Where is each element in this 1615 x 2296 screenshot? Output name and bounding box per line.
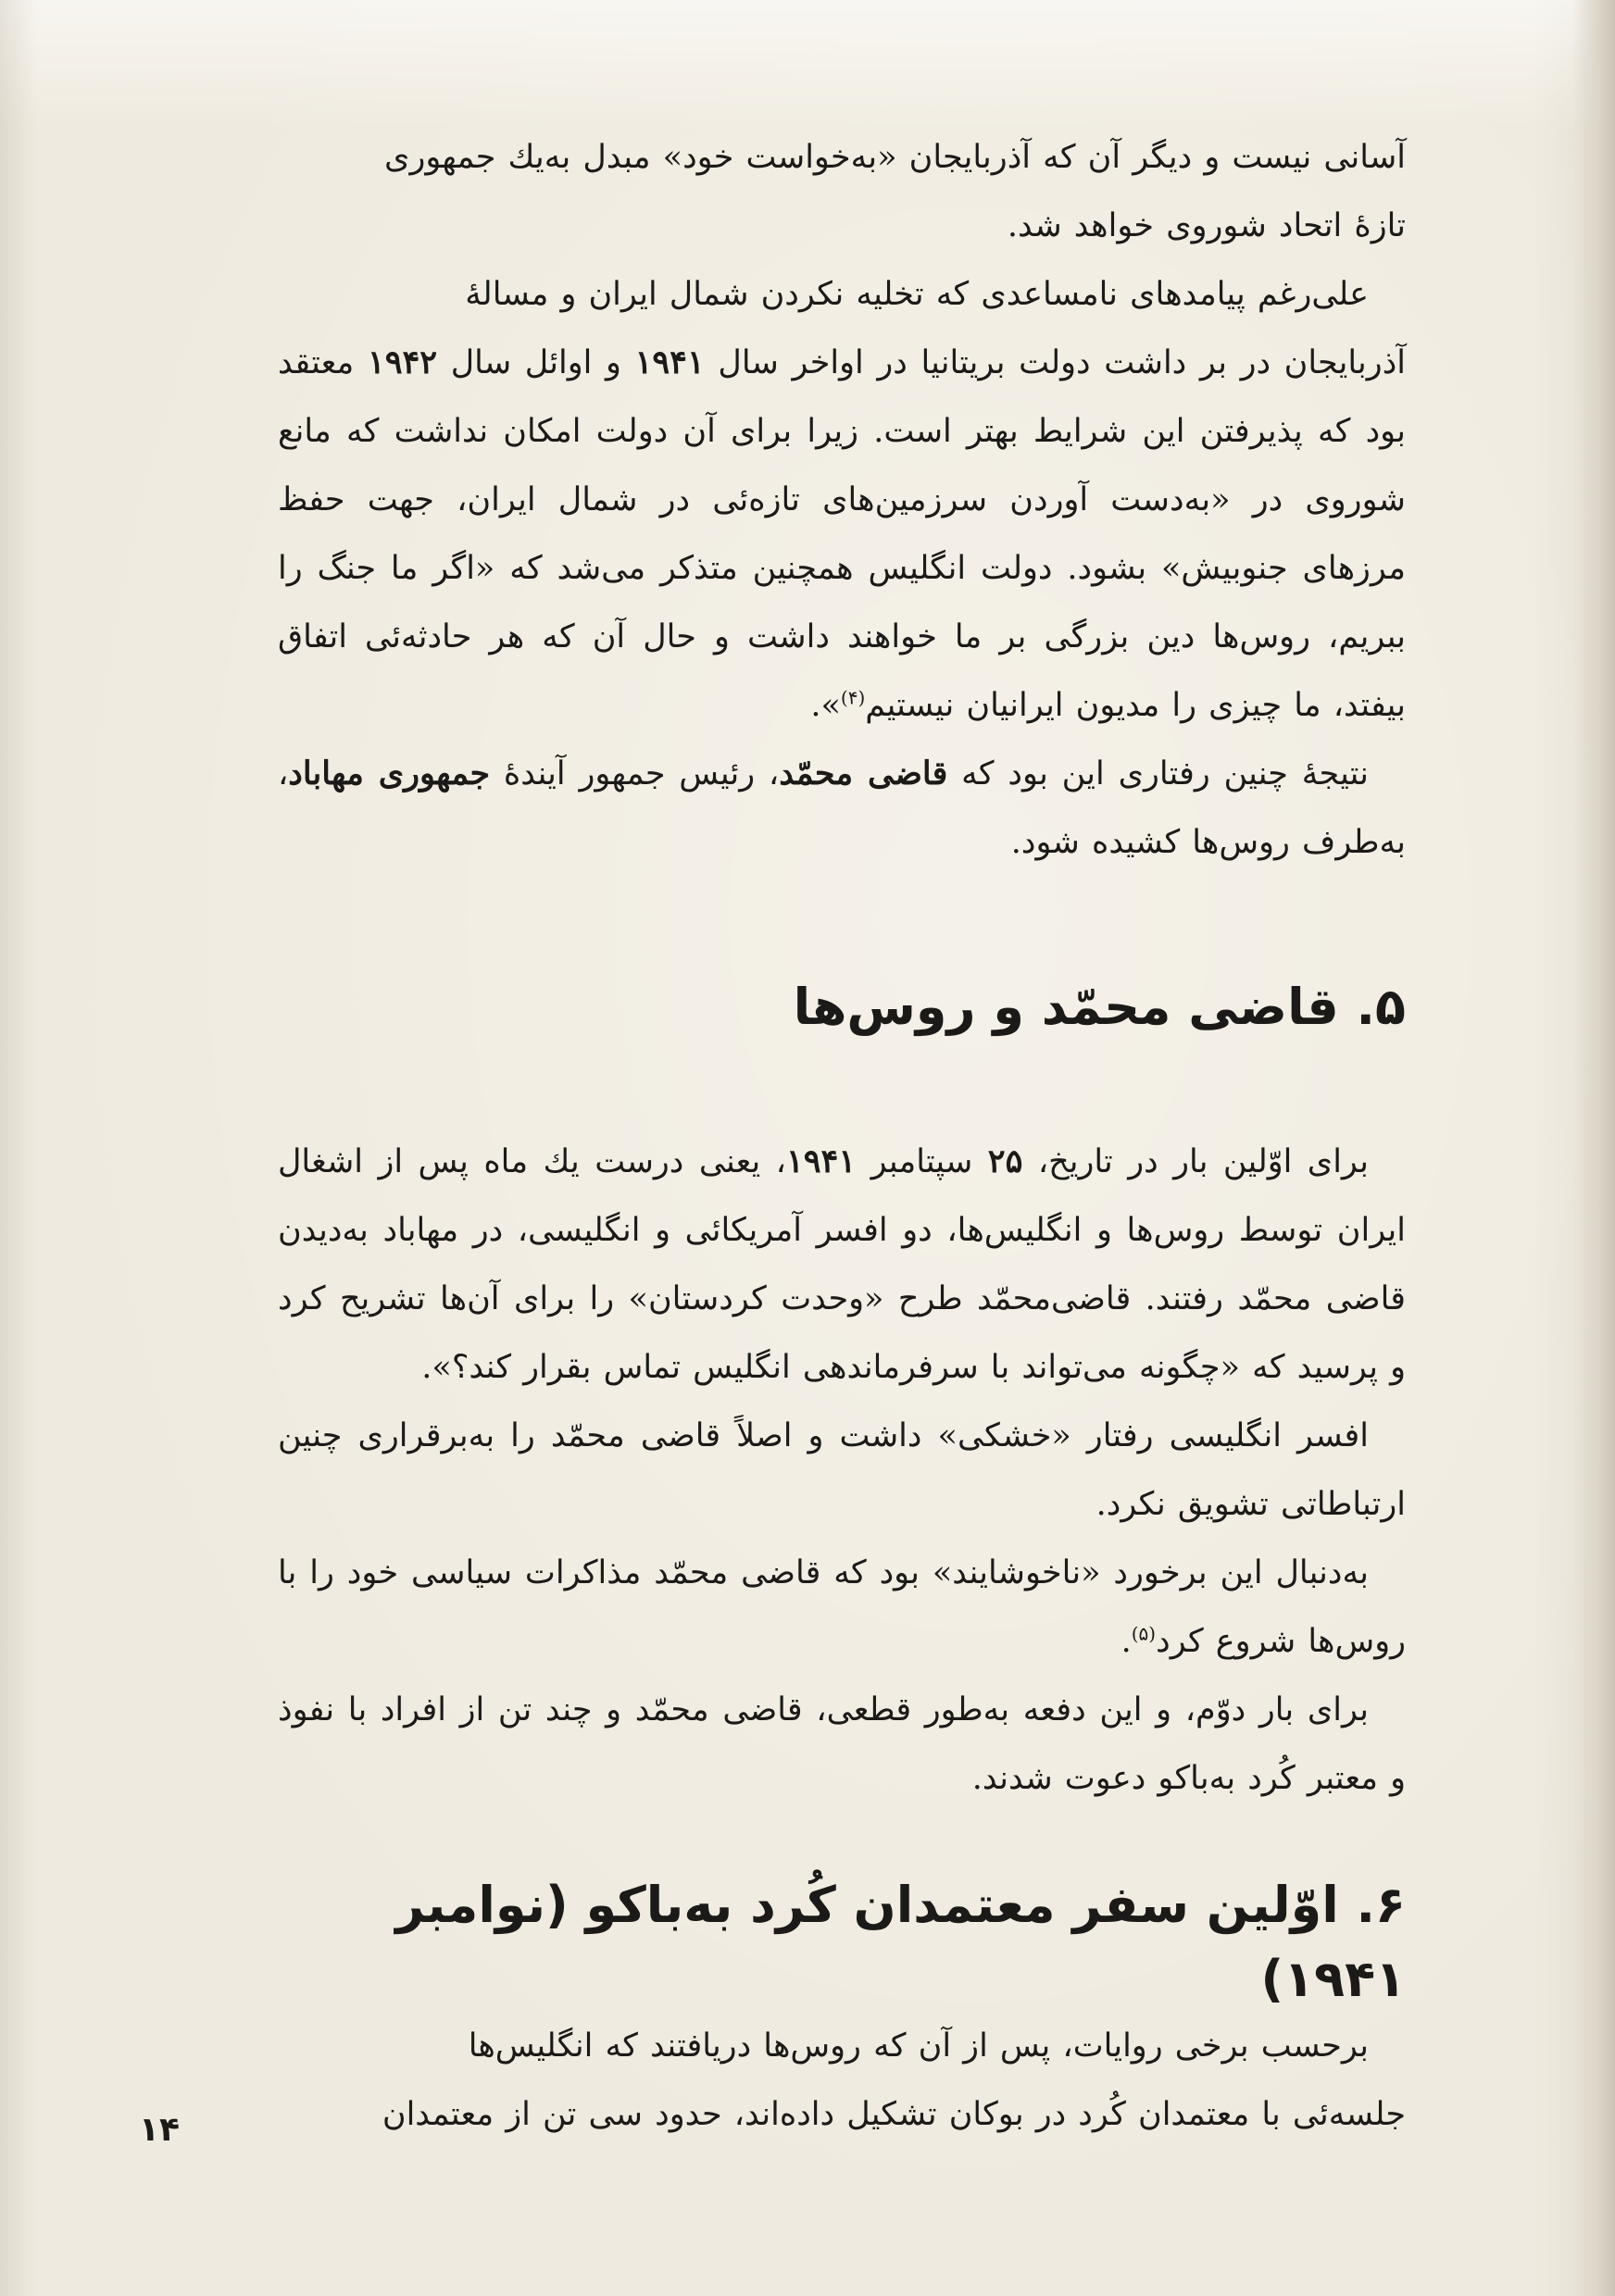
year-1942: ۱۹۴۲ — [367, 343, 438, 381]
line: آذربایجان در بر داشت دولت بریتانیا در اواخر سال — [704, 344, 1406, 381]
paragraph-5: افسر انگلیسی رفتار «خشکی» داشت و اصلاً قاضی محمّد را به‌برقراری چنین ارتباطاتی تشویق نکرد. — [278, 1417, 1406, 1523]
paragraph-7: برای بار دوّم، و این دفعه به‌طور قطعی، قاضی محمّد و چند تن از افراد با نفوذ و معتبر کُرد به‌باکو دعوت شدند. — [278, 1691, 1406, 1797]
paragraph-2 — [278, 260, 1406, 740]
year-1941: ۱۹۴۱ — [634, 343, 705, 381]
text-block-intro — [278, 123, 1406, 877]
text-fragment: نتیجهٔ چنین رفتاری این بود که — [947, 755, 1369, 792]
text-fragment: معتقد بود که پذیرفتن این شرایط بهتر است. زیرا برای آن دولت امکان نداشت که مانع شوروی در «به‌دست آوردن سرزمین‌های تازه‌ئی در شمال ایران، جهت حفظ مرزهای جنوبیش» بشود. دولت انگلیس همچنین متذکر می‌شد که «اگر ما جنگ را ببریم، روس‌ها دین بزرگی بر ما خواهند داشت و حال آن که هر حادثه‌ئی اتفاق بیفتد، ما چیزی را مدیون ایرانیان نیستیم — [278, 344, 1406, 724]
page-left-shadow — [0, 0, 37, 2296]
name-qazi-muhammad: قاضی محمّد — [779, 755, 948, 792]
page-number: ۱۴ — [139, 2111, 180, 2149]
section-heading-5: ۵. قاضی محمّد و روس‌ها — [793, 978, 1406, 1036]
text-fragment: و اوائل سال — [450, 344, 635, 381]
text-block-section-6 — [278, 2012, 1406, 2149]
text-fragment: برای اوّلین بار در تاریخ، — [1022, 1143, 1369, 1180]
section-heading-6: ۶. اوّلین سفر معتمدان کُرد به‌باکو (نوامبر ۱۹۴۱) — [395, 1876, 1406, 2008]
page-right-edge — [1572, 0, 1615, 2296]
name-mahabad-republic: جمهوری مهاباد — [288, 755, 491, 792]
text-block-section-5 — [278, 1128, 1406, 1813]
line: علی‌رغم پیامدهای نامساعدی که تخلیه نکردن شمال ایران و مسالهٔ — [465, 276, 1369, 313]
text-fragment: به‌دنبال این برخورد «ناخوشایند» بود که قاضی محمّد مذاکرات سیاسی خود را با روس‌ها شروع کرد — [278, 1554, 1406, 1660]
text-fragment: سپتامبر — [856, 1143, 988, 1180]
paragraph-3 — [278, 740, 1406, 877]
line: برحسب برخی روایات، پس از آن که روس‌ها دریافتند که انگلیس‌ها — [468, 2028, 1369, 2065]
year-1941: ۱۹۴۱ — [785, 1142, 857, 1180]
footnote-ref-4: (۴) — [840, 686, 866, 709]
paragraph-8 — [278, 2012, 1406, 2149]
text-fragment: ، رئیس جمهور آیندهٔ — [490, 755, 780, 792]
text-fragment: ، یعنی درست یك ماه پس از اشغال ایران توسط روس‌ها و انگلیس‌ها، دو افسر آمریکائی و انگلیسی، در مهاباد به‌دیدن قاضی محمّد رفتند. قاضی‌محمّد طرح «وحدت کردستان» را برای آن‌ها تشریح کرد و پرسید که «چگونه می‌تواند با سرفرماندهی انگلیس تماس بقرار کند؟». — [278, 1143, 1406, 1386]
footnote-ref-5: (۵) — [1131, 1622, 1157, 1645]
text-fragment: ، به‌طرف روس‌ها کشیده شود. — [278, 755, 1406, 861]
line: تازهٔ اتحاد شوروی خواهد شد. — [1007, 207, 1406, 244]
text-fragment: ». — [810, 687, 841, 724]
line: آسانی نیست و دیگر آن که آذربایجان «به‌خواست خود» مبدل به‌یك جمهوری — [384, 139, 1406, 176]
date-day: ۲۵ — [987, 1142, 1023, 1180]
text-fragment: . — [1120, 1623, 1132, 1660]
paragraph-4 — [278, 1128, 1406, 1402]
paragraph-1 — [278, 123, 1406, 260]
paragraph-6 — [278, 1539, 1406, 1676]
line: جلسه‌ئی با معتمدان کُرد در بوکان تشکیل داده‌اند، حدود سی تن از معتمدان — [382, 2096, 1406, 2133]
